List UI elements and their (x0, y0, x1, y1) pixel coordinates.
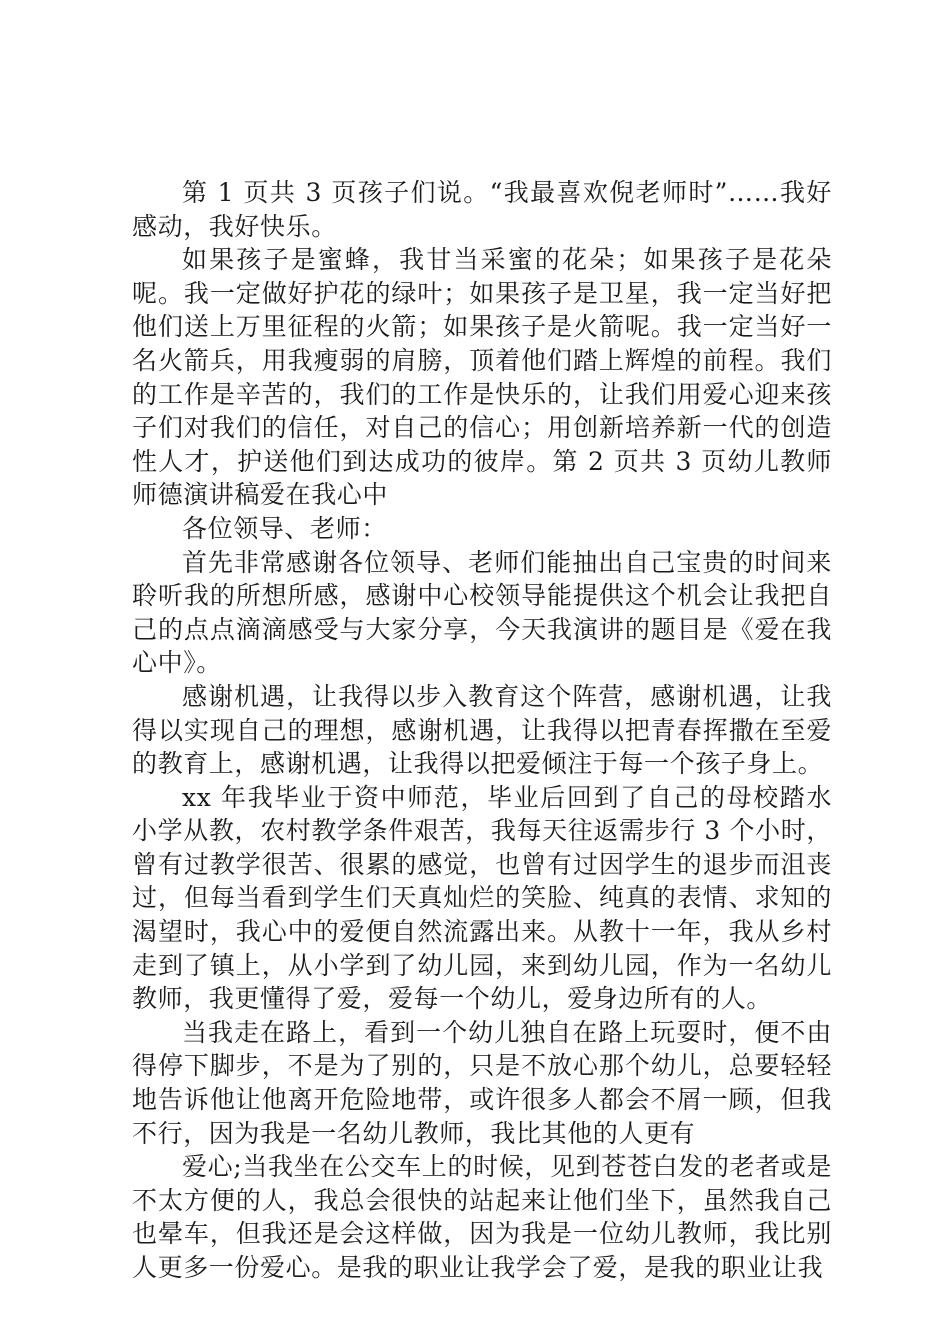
paragraph-6: xx 年我毕业于资中师范，毕业后回到了自己的母校踏水小学从教，农村教学条件艰苦，我每天往返需步行 3 个小时，曾有过教学很苦、很累的感觉，也曾有过因学生的退步而沮丧过，但每当看到学生们天真灿烂的笑脸、纯真的表情、求知的渴望时，我心中的爱便自然流露出来。从教十一年，我从乡村走到了镇上，从小学到了幼儿园，来到幼儿园，作为一名幼儿教师，我更懂得了爱，爱每一个幼儿，爱身边所有的人。 (132, 782, 832, 1014)
paragraph-1: 第 1 页共 3 页孩子们说。“我最喜欢倪老师时”……我好感动，我好快乐。 (132, 178, 832, 241)
paragraph-4: 首先非常感谢各位领导、老师们能抽出自己宝贵的时间来聆听我的所想所感，感谢中心校领导能提供这个机会让我把自己的点点滴滴感受与大家分享，今天我演讲的题目是《爱在我心中》。 (132, 547, 832, 678)
paragraph-2: 如果孩子是蜜蜂，我甘当采蜜的花朵；如果孩子是花朵呢。我一定做好护花的绿叶；如果孩子是卫星，我一定当好把他们送上万里征程的火箭；如果孩子是火箭呢。我一定当好一名火箭兵，用我瘦弱的肩膀，顶着他们踏上辉煌的前程。我们的工作是辛苦的，我们的工作是快乐的，让我们用爱心迎来孩子们对我们的信任，对自己的信心；用创新培养新一代的创造性人才，护送他们到达成功的彼岸。第 2 页共 3 页幼儿教师师德演讲稿爱在我心中 (132, 245, 832, 510)
paragraph-5: 感谢机遇，让我得以步入教育这个阵营，感谢机遇，让我得以实现自己的理想，感谢机遇，让我得以把青春挥撒在至爱的教育上，感谢机遇，让我得以把爱倾注于每一个孩子身上。 (132, 681, 832, 779)
paragraph-8: 爱心;当我坐在公交车上的时候，见到苍苍白发的老者或是不太方便的人，我总会很快的站起来让他们坐下，虽然我自己也晕车，但我还是会这样做，因为我是一位幼儿教师，我比别人更多一份爱心。是我的职业让我学会了爱，是我的职业让我 (132, 1152, 832, 1282)
paragraph-7: 当我走在路上，看到一个幼儿独自在路上玩耍时，便不由得停下脚步，不是为了别的，只是不放心那个幼儿，总要轻轻地告诉他让他离开危险地带，或许很多人都会不屑一顾，但我不行，因为我是一名幼儿教师，我比其他的人更有 (132, 1017, 832, 1148)
document-body (132, 176, 832, 1285)
paragraph-3: 各位领导、老师： (182, 513, 387, 543)
